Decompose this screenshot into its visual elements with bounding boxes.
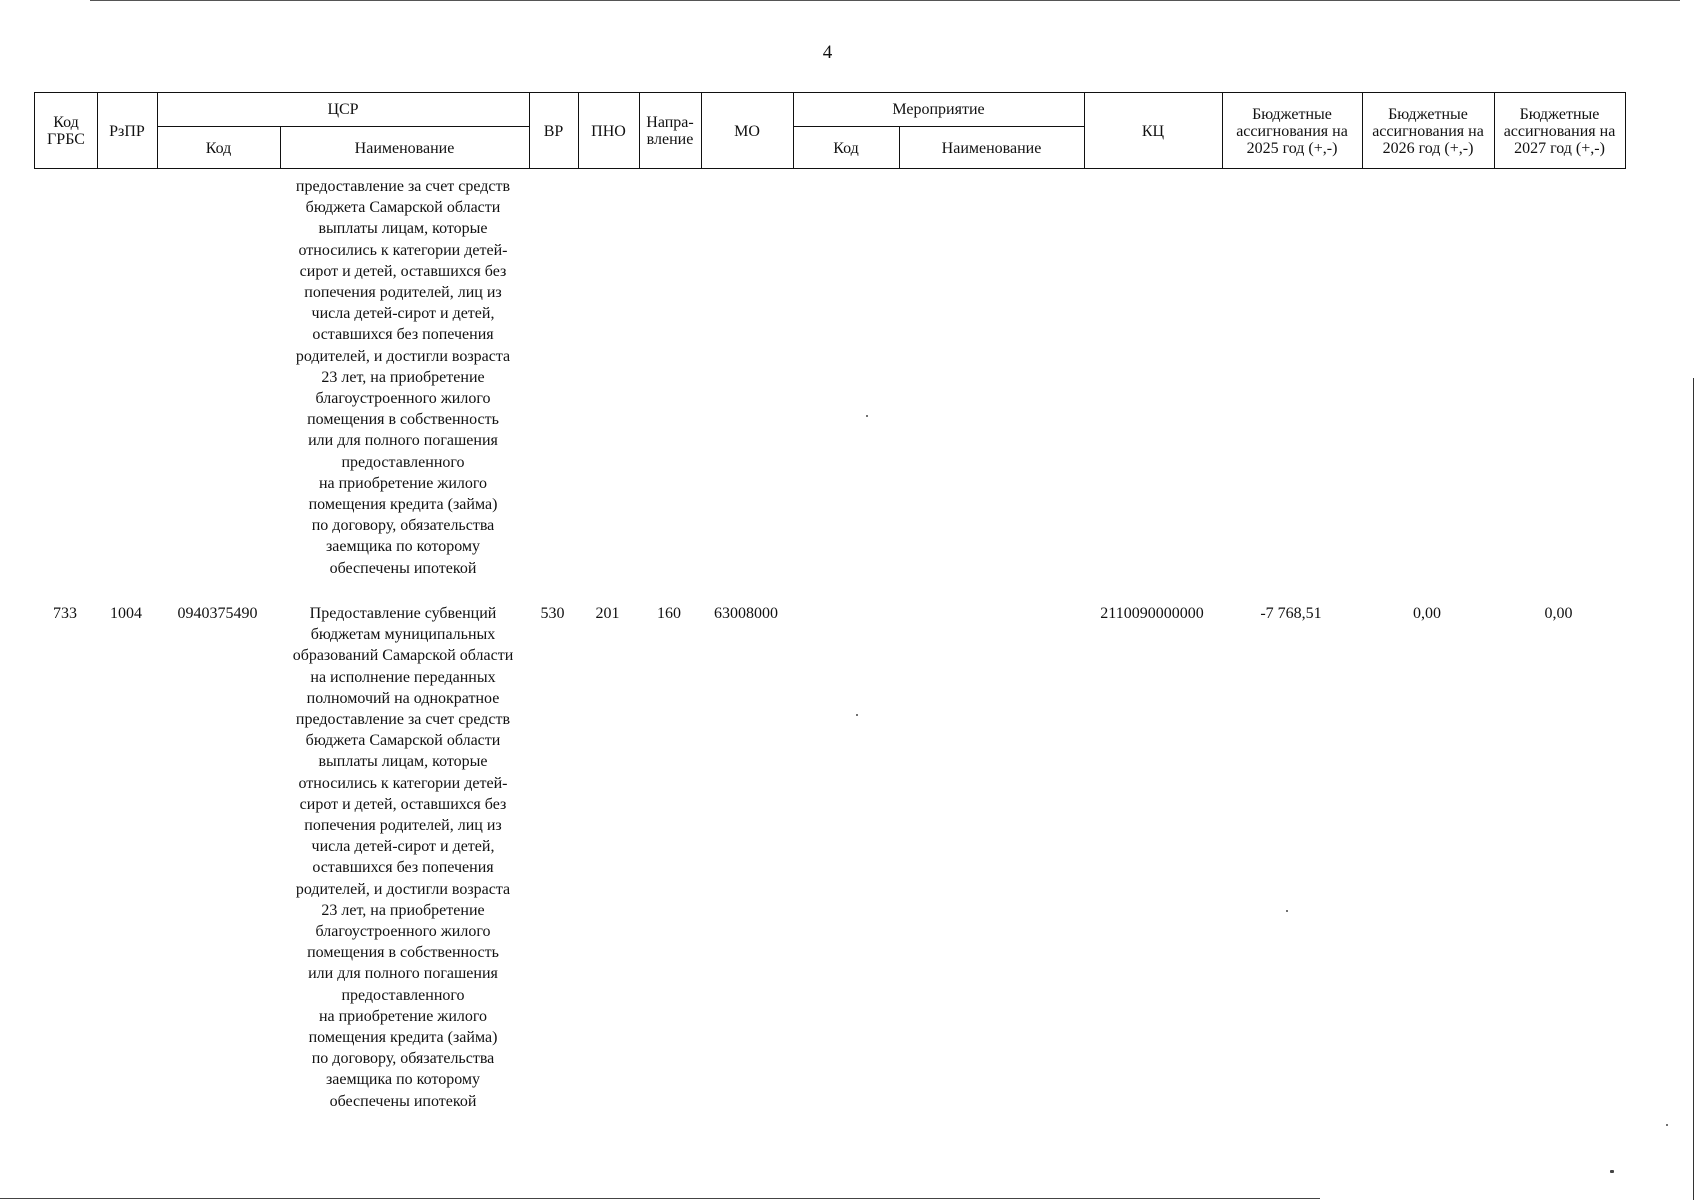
header-grbs: Код ГРБС xyxy=(47,114,85,148)
scan-speck xyxy=(866,415,868,417)
cell-vr: 530 xyxy=(540,605,565,622)
header-budget-2025: Бюджетные ассигнования на 2025 год (+,-) xyxy=(1236,105,1348,157)
header-direction: Напра-вление xyxy=(646,114,694,148)
scan-speck xyxy=(1610,1170,1614,1173)
bottom-rule xyxy=(0,1198,1320,1199)
right-edge-rule xyxy=(1693,378,1694,1200)
scan-speck xyxy=(1666,1124,1668,1126)
header-pno: ПНО xyxy=(591,122,626,140)
header-csr: ЦСР xyxy=(327,101,359,118)
cell-budget-2025: -7 768,51 xyxy=(1260,605,1322,622)
header-budget-2026: Бюджетные ассигнования на 2026 год (+,-) xyxy=(1372,105,1484,157)
header-csr-name: Наименование xyxy=(354,139,455,157)
cell-grbs: 733 xyxy=(53,605,77,622)
header-budget-2027: Бюджетные ассигнования на 2027 год (+,-) xyxy=(1503,105,1616,157)
cell-rzpr: 1004 xyxy=(110,605,142,622)
header-kc: КЦ xyxy=(1141,122,1165,140)
cell-budget-2027: 0,00 xyxy=(1544,605,1573,622)
page-number: 4 xyxy=(822,42,833,63)
scan-speck xyxy=(856,714,858,716)
header-event: Мероприятие xyxy=(892,101,985,118)
header-rzpr: РзПР xyxy=(109,122,145,140)
continued-row-name: предоставление за счет средств бюджета Самарской области выплаты лицам, которые относились к категории детей- сирот и детей, оставшихся без попечения родителей, лиц из числа детей-сирот и детей, оставшихся без попечения родителей, и достигли возраста 23 лет, на приобретение благоустроенного жилого помещения в собственность или для полного погашения предоставленного на приобретение жилого помещения кредита (займа) по договору, обязательства заемщика по которому обеспечены ипотекой xyxy=(295,178,511,577)
cell-direction: 160 xyxy=(657,605,681,622)
table-header xyxy=(34,92,1626,169)
cell-mo: 63008000 xyxy=(714,605,778,622)
cell-csr-code: 0940375490 xyxy=(177,605,258,622)
header-mo: МО xyxy=(734,122,760,140)
header-vr: ВР xyxy=(543,122,564,140)
divider xyxy=(639,93,640,169)
cell-kc: 2110090000000 xyxy=(1100,605,1204,622)
header-csr-code: Код xyxy=(205,139,232,157)
cell-pno: 201 xyxy=(595,605,620,622)
top-rule xyxy=(90,0,1680,1)
cell-csr-name: Предоставление субвенций бюджетам муниципальных образований Самарской области на исполнение переданных полномочий на однократное предоставление за счет средств бюджета Самарской области выплаты лицам, которые относились к категории детей- сирот и детей, оставшихся без попечения родителей, лиц из числа детей-сирот и детей, оставшихся без попечения родителей, и достигли возраста 23 лет, на приобретение благоустроенного жилого помещения в собственность или для полного погашения предоставленного на приобретение жилого помещения кредита (займа) по договору, обязательства заемщика по которому обеспечены ипотекой xyxy=(292,605,514,1110)
scan-speck xyxy=(1286,910,1288,912)
header-event-code: Код xyxy=(833,139,859,157)
cell-budget-2026: 0,00 xyxy=(1413,605,1441,622)
header-event-name: Наименование xyxy=(941,139,1042,157)
